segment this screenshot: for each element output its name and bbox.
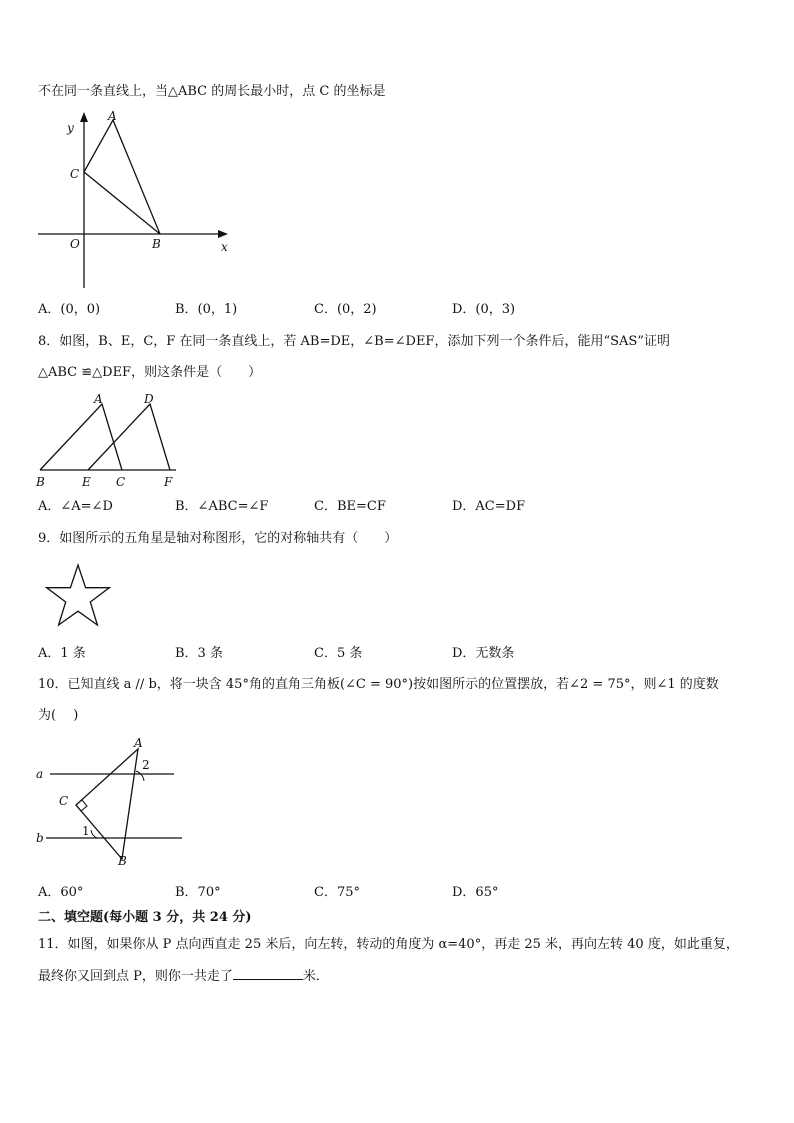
q7-stem: 不在同一条直线上，当△ABC 的周长最小时，点 C 的坐标是 bbox=[38, 84, 386, 99]
q8-stem-line1: 8．如图，B、E，C，F 在同一条直线上，若 AB=DE，∠B=∠DEF，添加下列一个条件后，能用“SAS”证明 bbox=[38, 334, 670, 349]
label-c: C bbox=[116, 475, 126, 489]
label-e: E bbox=[82, 475, 91, 489]
q11-answer-blank[interactable] bbox=[233, 967, 303, 980]
q7-option-d: D．(0，3) bbox=[452, 302, 516, 317]
q9-stem: 9．如图所示的五角星是轴对称图形，它的对称轴共有（ ） bbox=[38, 531, 398, 546]
label-f: F bbox=[164, 475, 173, 489]
right-angle-mark bbox=[76, 800, 87, 811]
q9-option-b: B．3 条 bbox=[175, 646, 223, 661]
label-a-line: a bbox=[36, 767, 44, 781]
q8-option-b: B．∠ABC=∠F bbox=[175, 499, 269, 514]
q10-option-d: D．65° bbox=[452, 885, 499, 900]
q9-star-figure bbox=[44, 563, 112, 629]
label-a: A bbox=[108, 109, 117, 123]
q8-option-c: C．BE=CF bbox=[314, 499, 386, 514]
x-axis-arrow bbox=[218, 230, 228, 238]
q10-option-b: B．70° bbox=[175, 885, 221, 900]
label-y: y bbox=[67, 121, 74, 135]
label-angle-2: 2 bbox=[142, 758, 150, 772]
q8-option-a: A．∠A=∠D bbox=[38, 499, 113, 514]
q10-parallel-lines-figure bbox=[34, 735, 189, 870]
q10-option-c: C．75° bbox=[314, 885, 360, 900]
q7-option-a: A．(0，0) bbox=[38, 302, 101, 317]
label-vertex-b: B bbox=[118, 854, 127, 868]
q8-option-d: D．AC=DF bbox=[452, 499, 526, 514]
q10-stem-line1: 10．已知直线 a // b，将一块含 45°角的直角三角板(∠C = 90°)按如图所示的位置摆放，若∠2 = 75°，则∠1 的度数 bbox=[38, 677, 719, 692]
q8-triangles-figure bbox=[34, 388, 184, 490]
label-b: B bbox=[152, 237, 161, 251]
triangle-def bbox=[88, 404, 170, 470]
y-axis-arrow bbox=[80, 112, 88, 122]
q11-stem-line1: 11．如图，如果你从 P 点向西直走 25 米后，向左转，转动的角度为 α=40°，再走 25 米，再向左转 40 度，如此重复， bbox=[38, 937, 739, 952]
q7-coordinate-figure bbox=[36, 108, 236, 293]
label-a: A bbox=[94, 392, 103, 406]
label-o: O bbox=[70, 237, 80, 251]
q9-option-d: D．无数条 bbox=[452, 646, 515, 661]
q10-option-a: A．60° bbox=[38, 885, 84, 900]
label-x: x bbox=[221, 240, 228, 254]
angle-2-arc bbox=[136, 771, 144, 781]
label-angle-1: 1 bbox=[82, 824, 90, 838]
q9-option-a: A．1 条 bbox=[38, 646, 86, 661]
label-b: B bbox=[36, 475, 45, 489]
section-heading-fill-in: 二、填空题(每小题 3 分，共 24 分) bbox=[38, 910, 252, 925]
q11-stem-line2 bbox=[38, 967, 329, 986]
q10-stem-line2: 为( ) bbox=[38, 708, 79, 723]
triangle-abc bbox=[40, 404, 122, 470]
q8-stem-line2: △ABC ≌△DEF，则这条件是（ ） bbox=[38, 365, 262, 380]
triangle-abc bbox=[84, 120, 160, 234]
label-d: D bbox=[144, 392, 154, 406]
q11-text-after-blank: 米． bbox=[302, 969, 329, 984]
q9-option-c: C．5 条 bbox=[314, 646, 363, 661]
five-pointed-star bbox=[47, 565, 110, 625]
q11-text-before-blank: 最终你又回到点 P，则你一共走了 bbox=[38, 969, 233, 984]
angle-1-arc bbox=[91, 830, 97, 838]
label-b-line: b bbox=[36, 831, 44, 845]
label-c: C bbox=[70, 167, 80, 181]
q7-option-b: B．(0，1) bbox=[175, 302, 238, 317]
label-vertex-c: C bbox=[59, 794, 69, 808]
label-vertex-a: A bbox=[134, 736, 143, 750]
q7-option-c: C．(0，2) bbox=[314, 302, 377, 317]
